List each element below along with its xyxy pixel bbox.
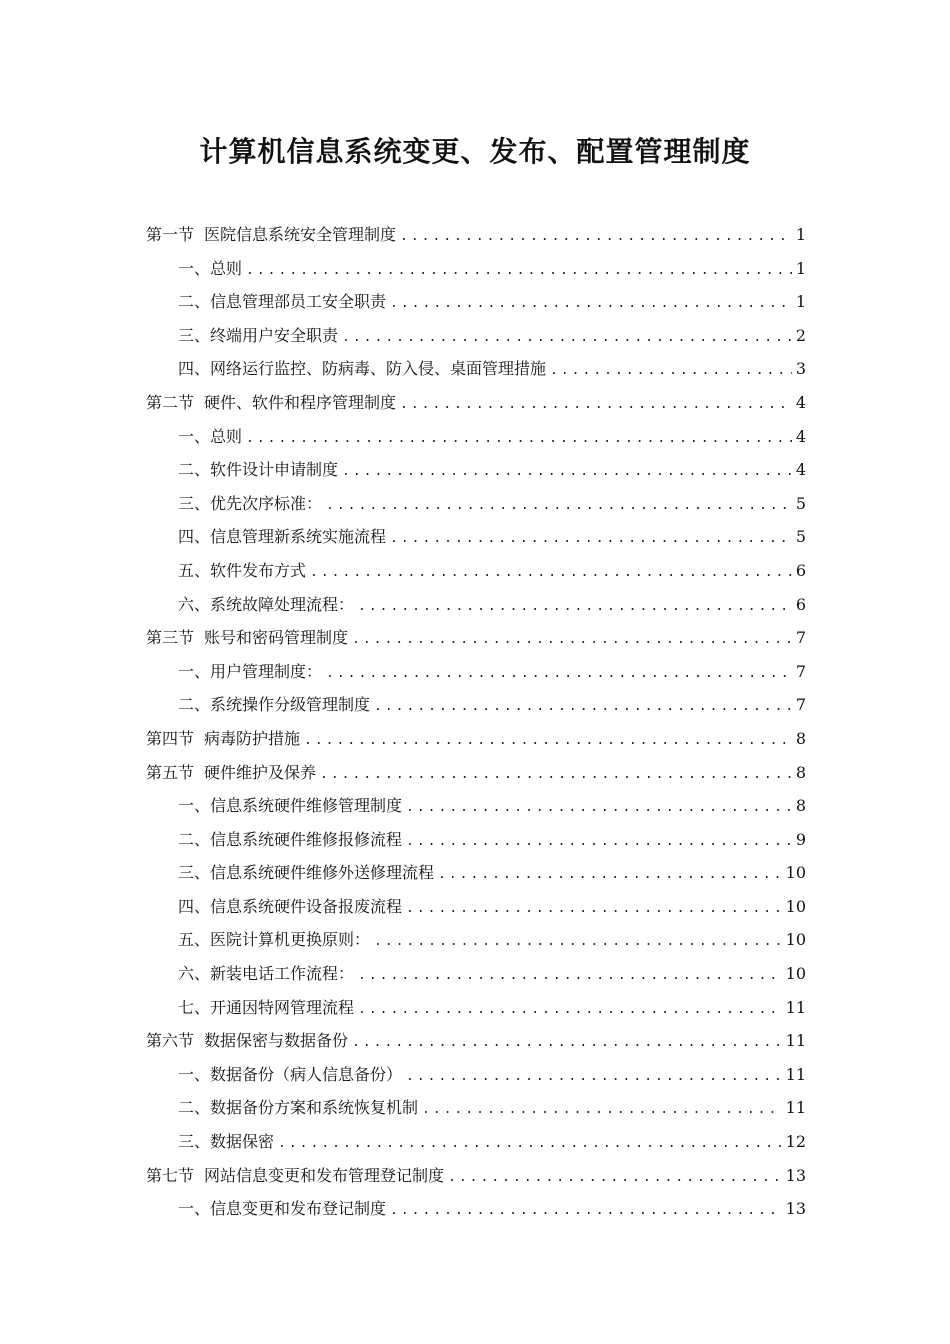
toc-entry-label	[178, 957, 354, 991]
toc-entry-text: 四、网络运行监控、防病毒、防入侵、桌面管理措施	[178, 359, 547, 379]
toc-subsection-entry[interactable]	[146, 252, 806, 286]
toc-subsection-entry[interactable]	[146, 420, 806, 454]
toc-dot-leader	[358, 959, 782, 993]
toc-entry-label	[146, 722, 300, 756]
toc-entry-label	[146, 756, 316, 790]
toc-entry-label	[178, 1091, 418, 1125]
toc-dot-leader	[304, 724, 792, 758]
toc-subsection-entry[interactable]	[146, 453, 806, 487]
toc-entry-label	[146, 1024, 348, 1058]
toc-subsection-entry[interactable]	[146, 1192, 806, 1226]
toc-entry-text: 三、数据保密	[178, 1132, 275, 1152]
toc-page-number: 4	[795, 460, 806, 480]
toc-entry-text: 二、软件设计申请制度	[178, 460, 339, 480]
toc-subsection-entry[interactable]	[146, 923, 806, 957]
toc-subsection-entry[interactable]	[146, 991, 806, 1025]
toc-page-number: 5	[795, 493, 806, 513]
toc-page-number: 4	[795, 392, 806, 412]
toc-entry-label	[178, 588, 354, 622]
toc-dot-leader	[310, 556, 792, 590]
toc-dot-leader	[374, 690, 792, 724]
toc-entry-text: 二、数据备份方案和系统恢复机制	[178, 1098, 419, 1118]
toc-dot-leader	[406, 892, 782, 926]
toc-entry-label	[178, 453, 338, 487]
toc-entry-text: 一、总则	[178, 426, 243, 446]
toc-subsection-entry[interactable]	[146, 856, 806, 890]
toc-dot-leader	[320, 758, 792, 792]
toc-entry-text: 二、系统操作分级管理制度	[178, 695, 371, 715]
toc-entry-text: 五、医院计算机更换原则：	[178, 930, 371, 950]
toc-dot-leader	[438, 858, 782, 892]
toc-section-entry[interactable]	[146, 386, 806, 420]
toc-subsection-entry[interactable]	[146, 554, 806, 588]
toc-section-number: 第六节	[146, 1031, 195, 1051]
toc-subsection-entry[interactable]	[146, 823, 806, 857]
toc-page-number: 11	[785, 1098, 806, 1118]
toc-entry-label	[178, 487, 322, 521]
table-of-contents	[146, 218, 806, 1226]
toc-entry-label	[178, 352, 546, 386]
toc-section-number: 第三节	[146, 628, 195, 648]
toc-page-number: 2	[795, 325, 806, 345]
toc-entry-label	[178, 520, 386, 554]
toc-entry-text: 病毒防护措施	[204, 728, 301, 748]
toc-page-number: 6	[795, 560, 806, 580]
toc-page-number: 10	[785, 896, 806, 916]
toc-entry-text: 三、终端用户安全职责	[178, 325, 339, 345]
toc-dot-leader	[352, 1026, 782, 1060]
toc-entry-label	[178, 991, 354, 1025]
toc-section-number: 第一节	[146, 225, 195, 244]
toc-page-number: 6	[795, 594, 806, 614]
toc-entry-text: 三、优先次序标准：	[178, 493, 323, 513]
toc-dot-leader	[550, 354, 792, 388]
toc-entry-text: 一、数据备份（病人信息备份）	[178, 1064, 403, 1084]
toc-entry-label	[178, 789, 402, 823]
toc-dot-leader	[390, 522, 792, 556]
toc-page-number: 8	[795, 796, 806, 816]
toc-page-number: 7	[795, 661, 806, 681]
toc-dot-leader	[246, 254, 792, 288]
toc-entry-text: 四、信息系统硬件设备报废流程	[178, 896, 403, 916]
toc-subsection-entry[interactable]	[146, 588, 806, 622]
toc-dot-leader	[406, 791, 792, 825]
toc-page-number: 8	[795, 728, 806, 748]
toc-dot-leader	[400, 388, 792, 422]
toc-dot-leader	[358, 993, 782, 1027]
toc-entry-label	[178, 1125, 274, 1159]
toc-entry-text: 四、信息管理新系统实施流程	[178, 527, 387, 547]
toc-entry-text: 硬件、软件和程序管理制度	[204, 392, 397, 412]
toc-page-number: 7	[795, 628, 806, 648]
toc-subsection-entry[interactable]	[146, 319, 806, 353]
toc-entry-label	[178, 890, 402, 924]
toc-dot-leader	[390, 287, 792, 321]
toc-entry-text: 一、总则	[178, 258, 243, 278]
toc-entry-label	[178, 420, 242, 454]
toc-section-number: 第二节	[146, 392, 195, 412]
toc-entry-label	[146, 386, 396, 420]
toc-dot-leader	[342, 455, 792, 489]
toc-section-number: 第四节	[146, 728, 195, 748]
toc-entry-text: 六、系统故障处理流程：	[178, 594, 355, 614]
toc-page-number: 13	[785, 1165, 806, 1185]
toc-section-number: 第五节	[146, 762, 195, 782]
toc-entry-text: 二、信息系统硬件维修报修流程	[178, 829, 403, 849]
toc-section-entry[interactable]	[146, 756, 806, 790]
toc-page-number: 1	[795, 292, 806, 312]
toc-entry-label	[178, 554, 306, 588]
toc-entry-text: 网站信息变更和发布管理登记制度	[204, 1165, 445, 1185]
toc-page-number: 10	[785, 930, 806, 950]
toc-entry-label	[178, 655, 322, 689]
toc-dot-leader	[278, 1127, 782, 1161]
toc-entry-label	[178, 1192, 386, 1226]
toc-entry-text: 二、信息管理部员工安全职责	[178, 292, 387, 312]
toc-dot-leader	[390, 1194, 782, 1228]
toc-dot-leader	[400, 220, 792, 254]
toc-subsection-entry[interactable]	[146, 285, 806, 319]
toc-page-number: 5	[795, 527, 806, 547]
toc-subsection-entry[interactable]	[146, 352, 806, 386]
toc-section-entry[interactable]	[146, 1024, 806, 1058]
toc-dot-leader	[246, 422, 792, 456]
toc-subsection-entry[interactable]	[146, 1091, 806, 1125]
toc-entry-text: 七、开通因特网管理流程	[178, 997, 355, 1017]
toc-entry-text: 数据保密与数据备份	[204, 1031, 349, 1051]
toc-dot-leader	[374, 925, 782, 959]
toc-page-number: 12	[785, 1132, 806, 1152]
toc-entry-text: 医院信息系统安全管理制度	[204, 225, 397, 244]
toc-entry-label	[178, 1058, 402, 1092]
toc-entry-label	[178, 923, 370, 957]
toc-entry-text: 六、新装电话工作流程：	[178, 964, 355, 984]
toc-entry-text: 账号和密码管理制度	[204, 628, 349, 648]
toc-entry-label	[146, 1159, 444, 1193]
toc-subsection-entry[interactable]	[146, 520, 806, 554]
toc-subsection-entry[interactable]	[146, 655, 806, 689]
toc-entry-label	[146, 218, 396, 252]
toc-page-number: 3	[795, 359, 806, 379]
toc-entry-label	[178, 688, 370, 722]
toc-page-number: 11	[785, 997, 806, 1017]
toc-subsection-entry[interactable]	[146, 890, 806, 924]
toc-entry-label	[146, 621, 348, 655]
toc-page-number: 10	[785, 863, 806, 883]
toc-dot-leader	[358, 590, 792, 624]
toc-entry-text: 一、用户管理制度：	[178, 661, 323, 681]
toc-dot-leader	[326, 657, 792, 691]
toc-dot-leader	[406, 1060, 782, 1094]
toc-subsection-entry[interactable]	[146, 789, 806, 823]
toc-section-entry[interactable]	[146, 722, 806, 756]
toc-section-number: 第七节	[146, 1165, 195, 1185]
toc-entry-text: 硬件维护及保养	[204, 762, 317, 782]
toc-entry-text: 三、信息系统硬件维修外送修理流程	[178, 863, 435, 883]
toc-dot-leader	[352, 623, 792, 657]
toc-page-number: 8	[795, 762, 806, 782]
toc-entry-label	[178, 856, 434, 890]
toc-section-entry[interactable]	[146, 621, 806, 655]
toc-page-number: 1	[795, 258, 806, 278]
toc-dot-leader	[406, 825, 792, 859]
toc-entry-label	[178, 823, 402, 857]
toc-entry-label	[178, 319, 338, 353]
toc-page-number: 7	[795, 695, 806, 715]
toc-dot-leader	[448, 1161, 782, 1195]
document-title: 计算机信息系统变更、发布、配置管理制度	[199, 135, 751, 168]
toc-subsection-entry[interactable]	[146, 957, 806, 991]
toc-page-number: 4	[795, 426, 806, 446]
toc-page-number: 9	[795, 829, 806, 849]
toc-page-number: 10	[785, 964, 806, 984]
toc-subsection-entry[interactable]	[146, 688, 806, 722]
toc-entry-label	[178, 285, 386, 319]
toc-dot-leader	[342, 321, 792, 355]
toc-section-entry[interactable]	[146, 1159, 806, 1193]
toc-dot-leader	[422, 1093, 782, 1127]
toc-entry-label	[178, 252, 242, 286]
toc-dot-leader	[326, 489, 792, 523]
toc-page-number: 13	[785, 1199, 806, 1219]
toc-page-number: 11	[785, 1064, 806, 1084]
toc-subsection-entry[interactable]	[146, 1125, 806, 1159]
toc-page-number: 11	[785, 1031, 806, 1051]
toc-entry-text: 一、信息系统硬件维修管理制度	[178, 796, 403, 816]
toc-subsection-entry[interactable]	[146, 1058, 806, 1092]
toc-entry-text: 五、软件发布方式	[178, 560, 307, 580]
toc-subsection-entry[interactable]	[146, 487, 806, 521]
toc-section-entry[interactable]	[146, 218, 806, 252]
toc-entry-text: 一、信息变更和发布登记制度	[178, 1199, 387, 1219]
toc-page-number: 1	[795, 225, 806, 244]
